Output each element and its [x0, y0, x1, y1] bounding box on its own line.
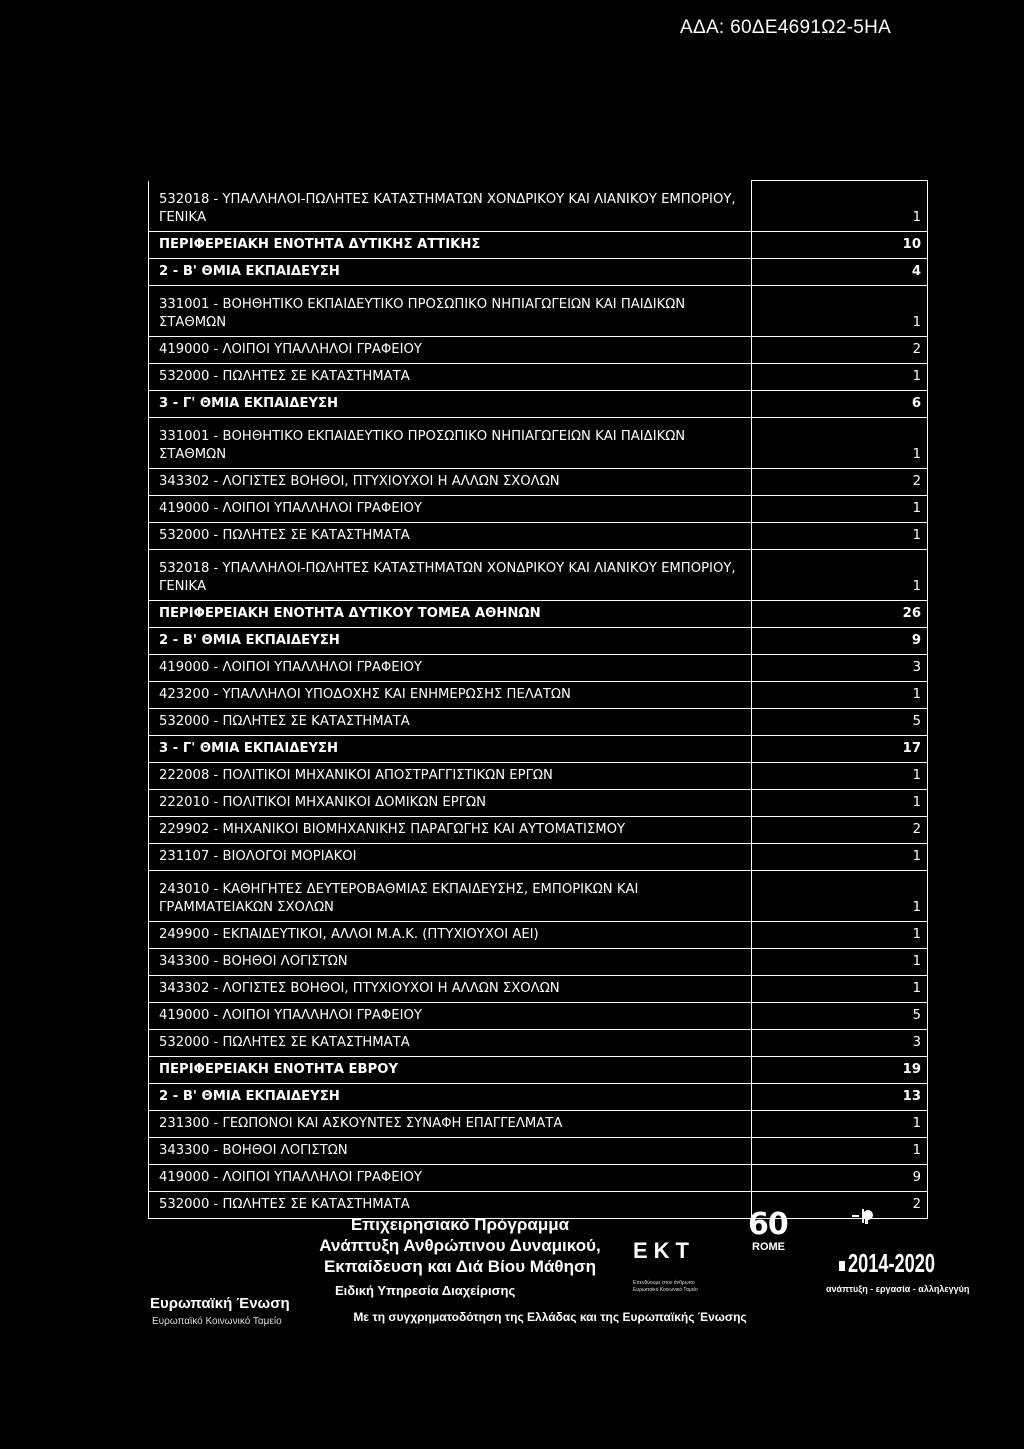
row-count: 1: [752, 495, 928, 522]
row-label: 3 - Γ' ΘΜΙΑ ΕΚΠΑΙΔΕΥΣΗ: [149, 735, 752, 762]
table-row: [149, 762, 928, 789]
row-count: 1: [752, 681, 928, 708]
row-label: 222008 - ΠΟΛΙΤΙΚΟΙ ΜΗΧΑΝΙΚΟΙ ΑΠΟΣΤΡΑΓΓΙΣΤΙΚΩΝ ΕΡΓΩΝ: [149, 762, 752, 789]
table-row: [149, 468, 928, 495]
positions-table-body: [149, 181, 928, 1219]
table-row: [149, 417, 928, 468]
row-label: 419000 - ΛΟΙΠΟΙ ΥΠΑΛΛΗΛΟΙ ΓΡΑΦΕΙΟΥ: [149, 1164, 752, 1191]
program-title: [300, 1214, 620, 1277]
table-row: [149, 975, 928, 1002]
table-row: [149, 600, 928, 627]
row-count: 1: [752, 181, 928, 232]
row-count: 1: [752, 843, 928, 870]
table-row: [149, 654, 928, 681]
row-label: 243010 - ΚΑΘΗΓΗΤΕΣ ΔΕΥΤΕΡΟΒΑΘΜΙΑΣ ΕΚΠΑΙΔΕΥΣΗΣ, ΕΜΠΟΡΙΚΩΝ ΚΑΙ ΓΡΑΜΜΑΤΕΙΑΚΩΝ ΣΧΟΛΩΝ: [149, 870, 752, 921]
table-row: [149, 816, 928, 843]
row-label: 231107 - ΒΙΟΛΟΓΟΙ ΜΟΡΙΑΚΟΙ: [149, 843, 752, 870]
row-label: ΠΕΡΙΦΕΡΕΙΑΚΗ ΕΝΟΤΗΤΑ ΔΥΤΙΚΟΥ ΤΟΜΕΑ ΑΘΗΝΩΝ: [149, 600, 752, 627]
row-label: 423200 - ΥΠΑΛΛΗΛΟΙ ΥΠΟΔΟΧΗΣ ΚΑΙ ΕΝΗΜΕΡΩΣΗΣ ΠΕΛΑΤΩΝ: [149, 681, 752, 708]
sixty-logo: 60: [748, 1207, 788, 1242]
row-count: 2: [752, 1191, 928, 1218]
table-row: [149, 495, 928, 522]
table-row: [149, 285, 928, 336]
table-row: [149, 549, 928, 600]
program-title-line-3: Εκπαίδευση και Διά Βίου Μάθηση: [323, 1257, 597, 1276]
table-row: [149, 843, 928, 870]
row-label: 222010 - ΠΟΛΙΤΙΚΟΙ ΜΗΧΑΝΙΚΟΙ ΔΟΜΙΚΩΝ ΕΡΓΩΝ: [149, 789, 752, 816]
row-count: 1: [752, 1137, 928, 1164]
row-label: ΠΕΡΙΦΕΡΕΙΑΚΗ ΕΝΟΤΗΤΑ ΕΒΡΟΥ: [149, 1056, 752, 1083]
row-count: 1: [752, 870, 928, 921]
row-count: 9: [752, 1164, 928, 1191]
ekt-subtitle-line-1: Επενδύουμε στον άνθρωπο: [633, 1280, 695, 1286]
row-label: 419000 - ΛΟΙΠΟΙ ΥΠΑΛΛΗΛΟΙ ΓΡΑΦΕΙΟΥ: [149, 336, 752, 363]
row-label: 343300 - ΒΟΗΘΟΙ ΛΟΓΙΣΤΩΝ: [149, 948, 752, 975]
espa-bullet-icon: [839, 1261, 845, 1271]
row-label: 419000 - ΛΟΙΠΟΙ ΥΠΑΛΛΗΛΟΙ ΓΡΑΦΕΙΟΥ: [149, 495, 752, 522]
table-row: [149, 948, 928, 975]
row-count: 1: [752, 975, 928, 1002]
row-count: 3: [752, 1029, 928, 1056]
eu-subtitle: Ευρωπαϊκό Κοινωνικό Ταμείο: [152, 1316, 282, 1327]
program-title-line-1: Επιχειρησιακό Πρόγραμμα: [350, 1215, 570, 1234]
table-row: [149, 1083, 928, 1110]
row-count: 6: [752, 390, 928, 417]
row-count: 5: [752, 708, 928, 735]
footer-logos: [0, 1200, 1024, 1340]
row-label: 2 - Β' ΘΜΙΑ ΕΚΠΑΙΔΕΥΣΗ: [149, 1083, 752, 1110]
row-label: 532018 - ΥΠΑΛΛΗΛΟΙ-ΠΩΛΗΤΕΣ ΚΑΤΑΣΤΗΜΑΤΩΝ ΧΟΝΔΡΙΚΟΥ ΚΑΙ ΛΙΑΝΙΚΟΥ ΕΜΠΟΡΙΟΥ, ΓΕΝΙΚΑ: [149, 181, 752, 232]
row-label: 343300 - ΒΟΗΘΟΙ ΛΟΓΙΣΤΩΝ: [149, 1137, 752, 1164]
row-label: 331001 - ΒΟΗΘΗΤΙΚΟ ΕΚΠΑΙΔΕΥΤΙΚΟ ΠΡΟΣΩΠΙΚΟ ΝΗΠΙΑΓΩΓΕΙΩΝ ΚΑΙ ΠΑΙΔΙΚΩΝ ΣΤΑΘΜΩΝ: [149, 285, 752, 336]
espa-years: 2014-2020: [848, 1248, 936, 1278]
table-row: [149, 1110, 928, 1137]
row-count: 5: [752, 1002, 928, 1029]
row-count: 17: [752, 735, 928, 762]
row-label: 2 - Β' ΘΜΙΑ ΕΚΠΑΙΔΕΥΣΗ: [149, 258, 752, 285]
table-row: [149, 708, 928, 735]
row-label: 532018 - ΥΠΑΛΛΗΛΟΙ-ΠΩΛΗΤΕΣ ΚΑΤΑΣΤΗΜΑΤΩΝ ΧΟΝΔΡΙΚΟΥ ΚΑΙ ΛΙΑΝΙΚΟΥ ΕΜΠΟΡΙΟΥ, ΓΕΝΙΚΑ: [149, 549, 752, 600]
row-count: 26: [752, 600, 928, 627]
row-count: 1: [752, 549, 928, 600]
row-count: 1: [752, 522, 928, 549]
rome-logo: ROME: [752, 1241, 785, 1253]
row-label: 2 - Β' ΘΜΙΑ ΕΚΠΑΙΔΕΥΣΗ: [149, 627, 752, 654]
ekt-logo: ΕΚΤ: [633, 1238, 695, 1263]
table-row: [149, 1164, 928, 1191]
row-label: 229902 - ΜΗΧΑΝΙΚΟΙ ΒΙΟΜΗΧΑΝΙΚΗΣ ΠΑΡΑΓΩΓΗΣ ΚΑΙ ΑΥΤΟΜΑΤΙΣΜΟΥ: [149, 816, 752, 843]
row-label: 231300 - ΓΕΩΠΟΝΟΙ ΚΑΙ ΑΣΚΟΥΝΤΕΣ ΣΥΝΑΦΗ ΕΠΑΓΓΕΛΜΑΤΑ: [149, 1110, 752, 1137]
table-row: [149, 870, 928, 921]
row-count: 1: [752, 285, 928, 336]
row-count: 4: [752, 258, 928, 285]
row-label: 532000 - ΠΩΛΗΤΕΣ ΣΕ ΚΑΤΑΣΤΗΜΑΤΑ: [149, 363, 752, 390]
row-label: 343302 - ΛΟΓΙΣΤΕΣ ΒΟΗΘΟΙ, ΠΤΥΧΙΟΥΧΟΙ Η ΑΛΛΩΝ ΣΧΟΛΩΝ: [149, 975, 752, 1002]
espa-emblem-icon: [852, 1208, 876, 1226]
table-row: [149, 1002, 928, 1029]
row-label: 532000 - ΠΩΛΗΤΕΣ ΣΕ ΚΑΤΑΣΤΗΜΑΤΑ: [149, 708, 752, 735]
row-label: 249900 - ΕΚΠΑΙΔΕΥΤΙΚΟΙ, ΑΛΛΟΙ Μ.Α.Κ. (ΠΤΥΧΙΟΥΧΟΙ ΑΕΙ): [149, 921, 752, 948]
row-count: 13: [752, 1083, 928, 1110]
row-count: 1: [752, 789, 928, 816]
row-count: 1: [752, 948, 928, 975]
eu-title: Ευρωπαϊκή Ένωση: [150, 1295, 290, 1312]
table-row: [149, 627, 928, 654]
row-count: 10: [752, 231, 928, 258]
row-label: 532000 - ΠΩΛΗΤΕΣ ΣΕ ΚΑΤΑΣΤΗΜΑΤΑ: [149, 522, 752, 549]
table-row: [149, 258, 928, 285]
ekt-subtitle: [633, 1280, 698, 1294]
row-count: 1: [752, 417, 928, 468]
row-label: 532000 - ΠΩΛΗΤΕΣ ΣΕ ΚΑΤΑΣΤΗΜΑΤΑ: [149, 1029, 752, 1056]
row-label: 532000 - ΠΩΛΗΤΕΣ ΣΕ ΚΑΤΑΣΤΗΜΑΤΑ: [149, 1191, 752, 1218]
table-row: [149, 1029, 928, 1056]
ekt-subtitle-line-2: Ευρωπαϊκό Κοινωνικό Ταμείο: [633, 1287, 698, 1293]
cofunding-note: Με τη συγχρηματοδότηση της Ελλάδας και της Ευρωπαϊκής Ένωσης: [353, 1310, 747, 1324]
row-count: 2: [752, 336, 928, 363]
espa-subtitle: ανάπτυξη - εργασία - αλληλεγγύη: [826, 1284, 970, 1294]
table-row: [149, 1137, 928, 1164]
row-label: 419000 - ΛΟΙΠΟΙ ΥΠΑΛΛΗΛΟΙ ΓΡΑΦΕΙΟΥ: [149, 1002, 752, 1029]
table-row: [149, 390, 928, 417]
row-count: 1: [752, 762, 928, 789]
table-row: [149, 735, 928, 762]
table-row: [149, 1056, 928, 1083]
positions-table: [148, 180, 928, 1219]
row-label: ΠΕΡΙΦΕΡΕΙΑΚΗ ΕΝΟΤΗΤΑ ΔΥΤΙΚΗΣ ΑΤΤΙΚΗΣ: [149, 231, 752, 258]
program-title-line-2: Ανάπτυξη Ανθρώπινου Δυναμικού,: [319, 1236, 601, 1255]
row-count: 1: [752, 921, 928, 948]
row-label: 419000 - ΛΟΙΠΟΙ ΥΠΑΛΛΗΛΟΙ ΓΡΑΦΕΙΟΥ: [149, 654, 752, 681]
ada-code: ΑΔΑ: 60ΔΕ4691Ω2-5ΗΑ: [680, 17, 892, 38]
row-label: 331001 - ΒΟΗΘΗΤΙΚΟ ΕΚΠΑΙΔΕΥΤΙΚΟ ΠΡΟΣΩΠΙΚΟ ΝΗΠΙΑΓΩΓΕΙΩΝ ΚΑΙ ΠΑΙΔΙΚΩΝ ΣΤΑΘΜΩΝ: [149, 417, 752, 468]
row-count: 1: [752, 363, 928, 390]
row-count: 19: [752, 1056, 928, 1083]
row-count: 1: [752, 1110, 928, 1137]
row-count: 2: [752, 468, 928, 495]
table-row: [149, 522, 928, 549]
row-label: 343302 - ΛΟΓΙΣΤΕΣ ΒΟΗΘΟΙ, ΠΤΥΧΙΟΥΧΟΙ Η ΑΛΛΩΝ ΣΧΟΛΩΝ: [149, 468, 752, 495]
table-row: [149, 336, 928, 363]
table-row: [149, 789, 928, 816]
row-count: 3: [752, 654, 928, 681]
row-count: 9: [752, 627, 928, 654]
row-label: 3 - Γ' ΘΜΙΑ ΕΚΠΑΙΔΕΥΣΗ: [149, 390, 752, 417]
managing-authority: Ειδική Υπηρεσία Διαχείρισης: [335, 1283, 516, 1298]
table-row: [149, 231, 928, 258]
table-row: [149, 363, 928, 390]
table-row: [149, 921, 928, 948]
table-row: [149, 181, 928, 232]
row-count: 2: [752, 816, 928, 843]
table-row: [149, 681, 928, 708]
